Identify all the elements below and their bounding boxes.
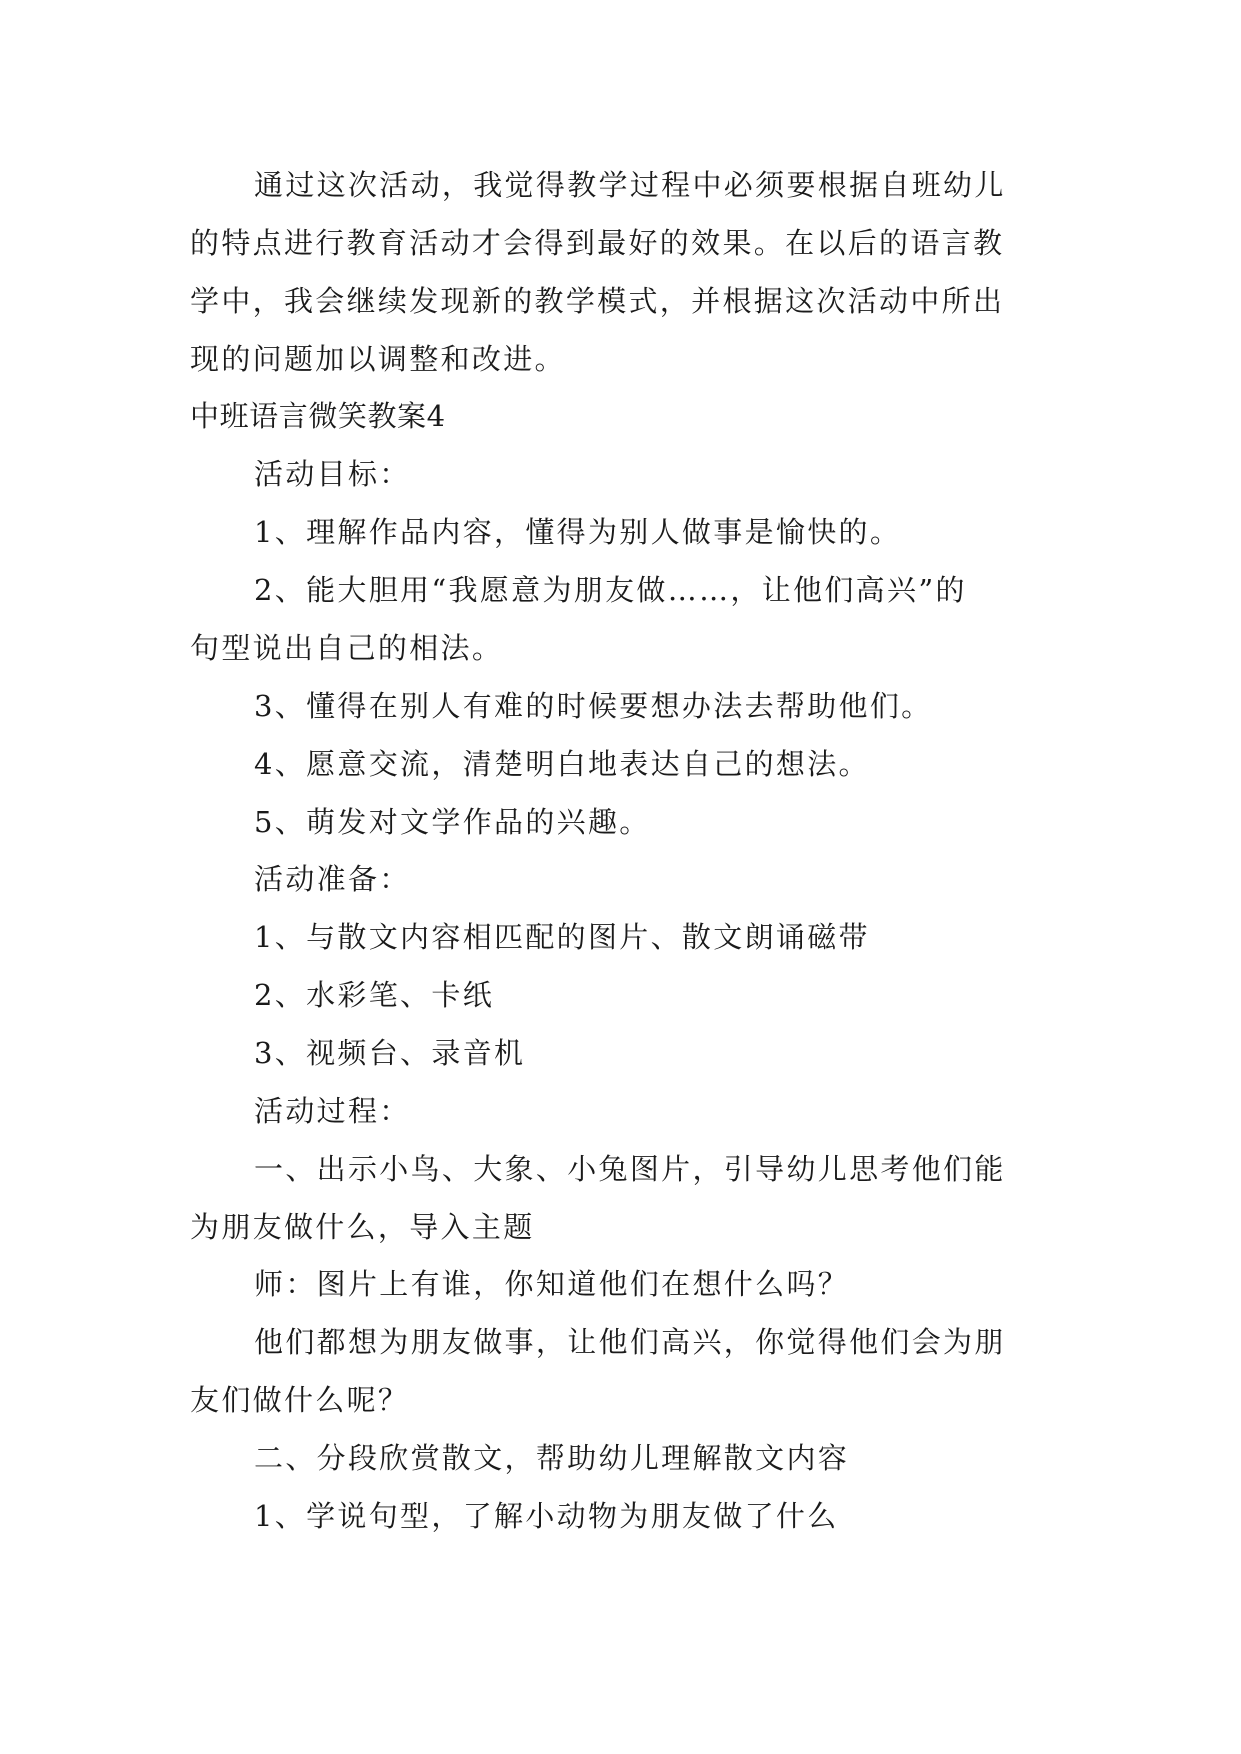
process-step-1-line-1: 一、出示小鸟、大象、小兔图片，引导幼儿思考他们能	[254, 1152, 1006, 1186]
intro-line-3: 学中，我会继续发现新的教学模式，并根据这次活动中所出	[190, 284, 1005, 318]
process-step-1-line-2: 为朋友做什么，导入主题	[190, 1210, 535, 1244]
goal-item-2-line-2: 句型说出自己的相法。	[190, 631, 504, 665]
intro-line-1: 通过这次活动，我觉得教学过程中必须要根据自班幼儿	[254, 168, 1006, 202]
teacher-question-2-line-2: 友们做什么呢？	[190, 1383, 410, 1417]
goal-item-4: 4、愿意交流，清楚明白地表达自己的想法。	[254, 747, 870, 781]
process-heading: 活动过程：	[254, 1094, 411, 1128]
intro-line-2: 的特点进行教育活动才会得到最好的效果。在以后的语言教	[190, 226, 1005, 260]
preparation-item-2: 2、水彩笔、卡纸	[254, 978, 495, 1012]
intro-line-4: 现的问题加以调整和改进。	[190, 342, 566, 376]
preparation-heading: 活动准备：	[254, 862, 411, 896]
process-step-2-sub-1: 1、学说句型，了解小动物为朋友做了什么	[254, 1499, 839, 1533]
goals-heading: 活动目标：	[254, 457, 411, 491]
goal-item-3: 3、懂得在别人有难的时候要想办法去帮助他们。	[254, 689, 933, 723]
teacher-question-2-line-1: 他们都想为朋友做事，让他们高兴，你觉得他们会为朋	[254, 1325, 1006, 1359]
teacher-question-1: 师：图片上有谁，你知道他们在想什么吗？	[254, 1267, 850, 1301]
section-title: 中班语言微笑教案4	[190, 399, 446, 433]
goal-item-5: 5、萌发对文学作品的兴趣。	[254, 805, 651, 839]
goal-item-2-line-1: 2、能大胆用“我愿意为朋友做……，让他们高兴”的	[254, 573, 967, 607]
preparation-item-1: 1、与散文内容相匹配的图片、散文朗诵磁带	[254, 920, 870, 954]
process-step-2: 二、分段欣赏散文，帮助幼儿理解散文内容	[254, 1441, 850, 1475]
goal-item-1: 1、理解作品内容，懂得为别人做事是愉快的。	[254, 515, 902, 549]
preparation-item-3: 3、视频台、录音机	[254, 1036, 526, 1070]
